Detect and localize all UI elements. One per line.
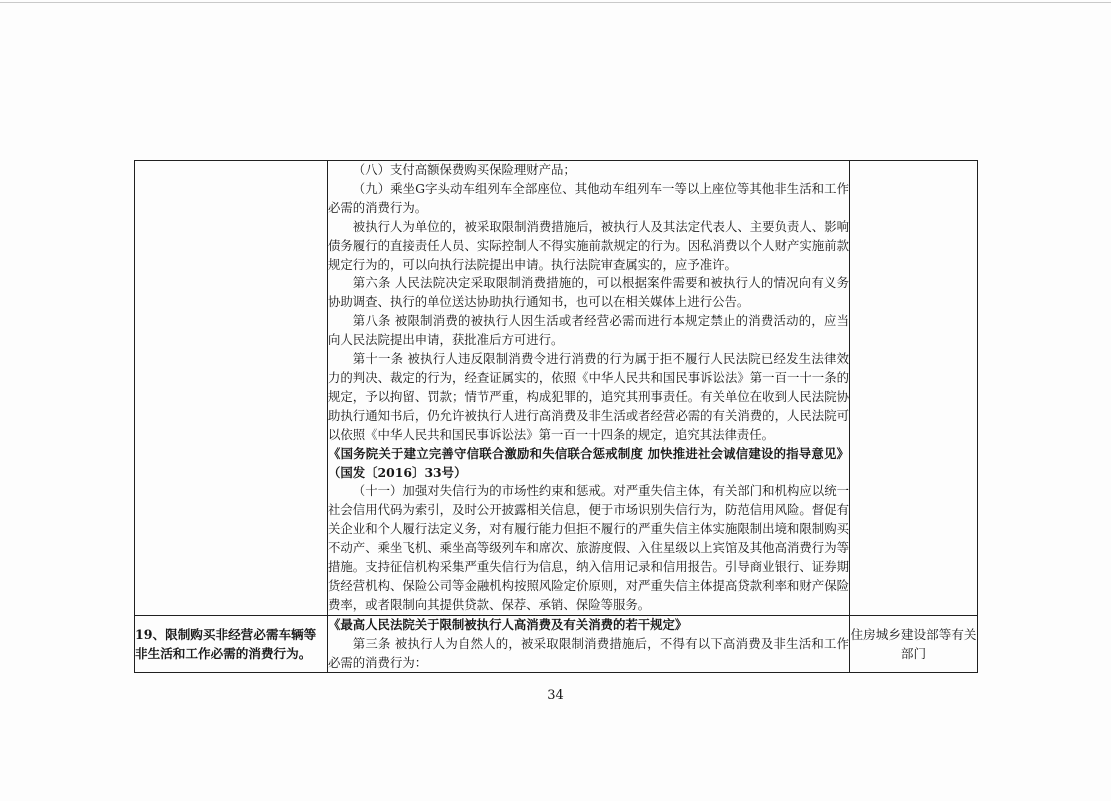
measures-table (134, 160, 978, 673)
measure-item: 19、限制购买非经营必需车辆等非生活和工作必需的消费行为。 (135, 615, 328, 673)
basis-cell (328, 161, 850, 616)
basis-paragraph: （九）乘坐G字头动车组列车全部座位、其他动车组列车一等以上座位等其他非生活和工作必需的消费行为。 (328, 180, 849, 215)
basis-paragraph: 第六条 人民法院决定采取限制消费措施的，可以根据案件需要和被执行人的情况向有义务协助调查、执行的单位送达协助执行通知书，也可以在相关媒体上进行公告。 (328, 275, 849, 310)
table-row (135, 161, 978, 616)
item-cell-empty (135, 161, 328, 616)
basis-cell (328, 615, 850, 673)
basis-paragraph: （八）支付高额保费购买保险理财产品； (352, 162, 576, 177)
basis-paragraph: 第三条 被执行人为自然人的，被采取限制消费措施后，不得有以下高消费及非生活和工作必需的消费行为： (328, 635, 849, 670)
table-row (135, 615, 978, 673)
responsible-department: 住房城乡建设部等有关部门 (850, 615, 978, 673)
dept-cell-empty (850, 161, 978, 616)
regulation-title: 《国务院关于建立完善守信联合激励和失信联合惩戒制度 加快推进社会诚信建设的指导意见》（国发〔2016〕33号） (328, 445, 849, 480)
basis-paragraph: 第八条 被限制消费的被执行人因生活或者经营必需而进行本规定禁止的消费活动的，应当向人民法院提出申请，获批准后方可进行。 (328, 313, 849, 348)
scan-edge-line (0, 2, 1111, 3)
basis-paragraph: 第十一条 被执行人违反限制消费令进行消费的行为属于拒不履行人民法院已经发生法律效力的判决、裁定的行为，经查证属实的，依照《中华人民共和国民事诉讼法》第一百一十一条的规定，予以拘留、罚款；情节严重，构成犯罪的，追究其刑事责任。有关单位在收到人民法院协助执行通知书后，仍允许被执行人进行高消费及非生活或者经营必需的有关消费的，人民法院可以依照《中华人民共和国民事诉讼法》第一百一十四条的规定，追究其法律责任。 (328, 351, 849, 442)
regulation-title: 《最高人民法院关于限制被执行人高消费及有关消费的若干规定》 (328, 616, 688, 632)
page-number: 34 (547, 688, 564, 703)
basis-paragraph: 被执行人为单位的，被采取限制消费措施后，被执行人及其法定代表人、主要负责人、影响债务履行的直接责任人员、实际控制人不得实施前款规定的行为。因私消费以个人财产实施前款规定行为的，可以向执行法院提出申请。执行法院审查属实的，应予准许。 (328, 218, 849, 272)
basis-paragraph: （十一）加强对失信行为的市场性约束和惩戒。对严重失信主体，有关部门和机构应以统一社会信用代码为索引，及时公开披露相关信息，便于市场识别失信行为，防范信用风险。督促有关企业和个人履行法定义务，对有履行能力但拒不履行的严重失信主体实施限制出境和限制购买不动产、乘坐飞机、乘坐高等级列车和席次、旅游度假、入住星级以上宾馆及其他高消费行为等措施。支持征信机构采集严重失信行为信息，纳入信用记录和信用报告。引导商业银行、证券期货经营机构、保险公司等金融机构按照风险定价原则，对严重失信主体提高贷款利率和财产保险费率，或者限制向其提供贷款、保荐、承销、保险等服务。 (328, 483, 849, 612)
